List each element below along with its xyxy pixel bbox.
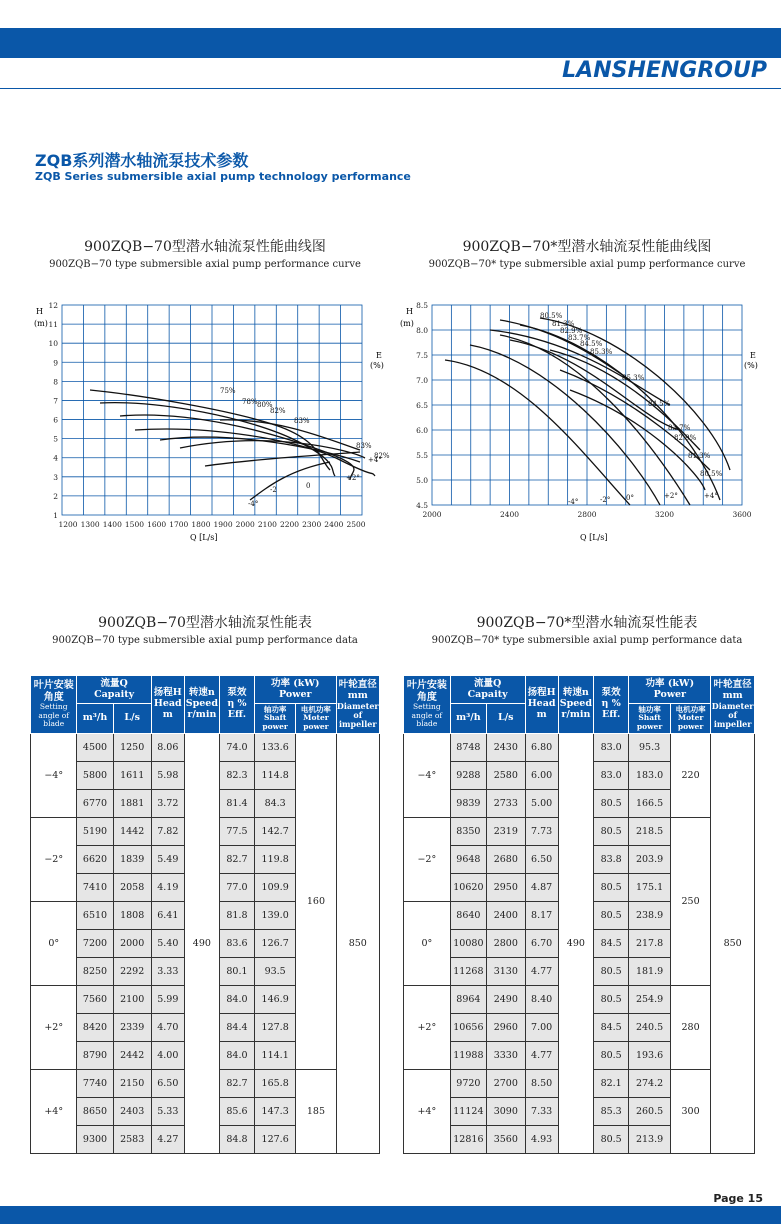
flow-m3h-cell: 8250 (77, 958, 113, 986)
head-cell: 4.93 (525, 1126, 558, 1154)
efficiency-cell: 80.5 (594, 958, 629, 986)
efficiency-cell: 85.3 (594, 1098, 629, 1126)
flow-ls-cell: 2319 (487, 818, 525, 846)
table2-title-cn: 900ZQB−70*型潜水轴流泵性能表 (476, 615, 698, 631)
efficiency-cell: 81.8 (219, 902, 254, 930)
head-cell: 5.49 (151, 846, 184, 874)
blade-angle-cell: +2° (404, 986, 451, 1070)
table1-title-en: 900ZQB−70 type submersible axial pump performance data (52, 635, 358, 646)
col-header-diameter: 叶轮直径 mm Diameter of impeller (711, 676, 755, 734)
shaft-power-cell: 175.1 (629, 874, 671, 902)
chart-ytick-label: 5.5 (416, 451, 428, 460)
chart2-eff-label: 85.3% (622, 374, 645, 382)
page-number: Page 15 (713, 1192, 763, 1205)
shaft-power-cell: 213.9 (629, 1126, 671, 1154)
efficiency-cell: 83.0 (594, 762, 629, 790)
col-header-m3h: m³/h (450, 704, 486, 734)
shaft-power-cell: 127.8 (255, 1014, 296, 1042)
flow-m3h-cell: 9300 (77, 1126, 113, 1154)
chart1-eff-label: 82% (374, 452, 390, 460)
table2-title (392, 612, 781, 646)
col-header-m3h: m³/h (77, 704, 113, 734)
chart-ytick-label: 8.5 (416, 301, 428, 310)
divider (0, 88, 781, 89)
col-header-motor: 电机功率 Moter power (670, 704, 710, 734)
flow-ls-cell: 2403 (113, 1098, 151, 1126)
shaft-power-cell: 139.0 (255, 902, 296, 930)
shaft-power-cell: 166.5 (629, 790, 671, 818)
flow-m3h-cell: 8350 (450, 818, 486, 846)
efficiency-cell: 82.1 (594, 1070, 629, 1098)
flow-ls-cell: 2339 (113, 1014, 151, 1042)
flow-ls-cell: 2442 (113, 1042, 151, 1070)
efficiency-cell: 80.5 (594, 1042, 629, 1070)
head-cell: 7.33 (525, 1098, 558, 1126)
brand-logo: LANSHENGROUP (562, 58, 767, 83)
flow-m3h-cell: 5800 (77, 762, 113, 790)
efficiency-cell: 84.0 (219, 986, 254, 1014)
table2-performance-data (403, 675, 755, 1154)
head-cell: 4.87 (525, 874, 558, 902)
col-header-flow: 流量Q Capaity (450, 676, 525, 704)
chart2-ylabel-h: H (406, 307, 413, 316)
head-cell: 7.73 (525, 818, 558, 846)
chart1-title (10, 236, 400, 270)
head-cell: 6.50 (525, 846, 558, 874)
chart-ytick-label: 7.5 (416, 351, 428, 360)
flow-m3h-cell: 12816 (450, 1126, 486, 1154)
head-cell: 4.27 (151, 1126, 184, 1154)
head-cell: 6.00 (525, 762, 558, 790)
col-header-diameter: 叶轮直径 mm Diameter of impeller (336, 676, 379, 734)
col-header-ls: L/s (113, 704, 151, 734)
flow-ls-cell: 2490 (487, 986, 525, 1014)
flow-m3h-cell: 11124 (450, 1098, 486, 1126)
flow-m3h-cell: 7200 (77, 930, 113, 958)
efficiency-cell: 85.6 (219, 1098, 254, 1126)
chart2-title-en: 900ZQB−70* type submersible axial pump performance curve (428, 259, 746, 270)
flow-ls-cell: 2800 (487, 930, 525, 958)
shaft-power-cell: 109.9 (255, 874, 296, 902)
flow-ls-cell: 2000 (113, 930, 151, 958)
chart-ytick-label: 4.5 (416, 501, 428, 510)
flow-ls-cell: 3330 (487, 1042, 525, 1070)
top-bar (0, 28, 781, 58)
shaft-power-cell: 146.9 (255, 986, 296, 1014)
flow-ls-cell: 2292 (113, 958, 151, 986)
flow-ls-cell: 2058 (113, 874, 151, 902)
shaft-power-cell: 254.9 (629, 986, 671, 1014)
efficiency-cell: 84.5 (594, 1014, 629, 1042)
chart2-eff-label: 84.5% (648, 400, 671, 408)
efficiency-cell: 77.0 (219, 874, 254, 902)
motor-power-cell: 160 (296, 734, 336, 1070)
shaft-power-cell: 203.9 (629, 846, 671, 874)
chart-ytick-label: 5 (53, 434, 58, 444)
chart2-eff-label: 84.5% (580, 340, 603, 348)
efficiency-cell: 84.4 (219, 1014, 254, 1042)
blade-angle-cell: 0° (31, 902, 77, 986)
impeller-diameter-cell: 850 (336, 734, 379, 1154)
chart-ytick-label: 11 (48, 320, 58, 330)
chart1-eff-label: 82% (270, 407, 286, 415)
flow-m3h-cell: 8650 (77, 1098, 113, 1126)
chart-ytick-label: 6 (53, 415, 58, 425)
flow-ls-cell: 2430 (487, 734, 525, 762)
col-header-motor: 电机功率 Moter power (296, 704, 336, 734)
efficiency-cell: 81.4 (219, 790, 254, 818)
flow-ls-cell: 1611 (113, 762, 151, 790)
chart2-eff-label: 82.9% (560, 327, 583, 335)
flow-m3h-cell: 8790 (77, 1042, 113, 1070)
chart2-eff-label: 85.3% (590, 348, 613, 356)
flow-ls-cell: 1839 (113, 846, 151, 874)
bottom-bar (0, 1206, 781, 1224)
head-cell: 6.50 (151, 1070, 184, 1098)
shaft-power-cell: 147.3 (255, 1098, 296, 1126)
flow-m3h-cell: 9839 (450, 790, 486, 818)
chart-ytick-label: 8 (53, 377, 58, 387)
efficiency-cell: 80.5 (594, 1126, 629, 1154)
chart-xtick-label: 1600 (147, 520, 167, 529)
chart2-title-cn: 900ZQB−70*型潜水轴流泵性能曲线图 (462, 239, 712, 255)
motor-power-cell: 250 (670, 818, 710, 986)
chart1-eff-label: 78% (242, 398, 258, 406)
table1-performance-data (30, 675, 380, 1154)
chart-ytick-label: 7.0 (416, 376, 428, 385)
shaft-power-cell: 183.0 (629, 762, 671, 790)
flow-ls-cell: 2400 (487, 902, 525, 930)
efficiency-cell: 84.8 (219, 1126, 254, 1154)
chart2-eff-label: 83.7% (568, 334, 591, 342)
blade-angle-cell: 0° (404, 902, 451, 986)
flow-m3h-cell: 6620 (77, 846, 113, 874)
chart-ytick-label: 7 (53, 396, 58, 406)
table1-title (10, 612, 400, 646)
motor-power-cell: 300 (670, 1070, 710, 1154)
chart2-blade-label: +4° (704, 492, 718, 500)
efficiency-cell: 83.8 (594, 846, 629, 874)
chart-xtick-label: 1300 (80, 520, 100, 529)
shaft-power-cell: 133.6 (255, 734, 296, 762)
chart-ytick-label: 2 (53, 491, 58, 501)
flow-m3h-cell: 5190 (77, 818, 113, 846)
flow-ls-cell: 1808 (113, 902, 151, 930)
chart2-y2label-e: E (750, 351, 756, 360)
shaft-power-cell: 126.7 (255, 930, 296, 958)
flow-ls-cell: 2583 (113, 1126, 151, 1154)
chart1-eff-label: 83% (356, 442, 372, 450)
chart1-blade-label: +2° (346, 474, 360, 482)
chart-xtick-label: 1500 (124, 520, 145, 529)
efficiency-cell: 80.1 (219, 958, 254, 986)
flow-m3h-cell: 9720 (450, 1070, 486, 1098)
col-header-blade: 叶片安装角度 Setting angle of blade (404, 676, 451, 734)
table1-title-cn: 900ZQB−70型潜水轴流泵性能表 (98, 615, 312, 631)
efficiency-cell: 82.3 (219, 762, 254, 790)
section-title-cn: ZQB系列潜水轴流泵技术参数 (35, 151, 249, 170)
flow-m3h-cell: 7740 (77, 1070, 113, 1098)
chart-ytick-label: 8.0 (416, 326, 428, 335)
shaft-power-cell: 119.8 (255, 846, 296, 874)
chart-xtick-label: 3200 (654, 510, 675, 519)
flow-ls-cell: 3560 (487, 1126, 525, 1154)
chart2-blade-label: -4° (568, 498, 579, 506)
shaft-power-cell: 95.3 (629, 734, 671, 762)
shaft-power-cell: 217.8 (629, 930, 671, 958)
efficiency-cell: 80.5 (594, 902, 629, 930)
shaft-power-cell: 127.6 (255, 1126, 296, 1154)
chart2-xlabel: Q [L/s] (580, 533, 608, 542)
efficiency-cell: 80.5 (594, 986, 629, 1014)
table2-title-en: 900ZQB−70* type submersible axial pump performance data (431, 635, 743, 646)
blade-angle-cell: −2° (404, 818, 451, 902)
chart2-performance-curve (400, 300, 770, 550)
shaft-power-cell: 84.3 (255, 790, 296, 818)
chart-ytick-label: 1 (53, 511, 58, 520)
flow-ls-cell: 2700 (487, 1070, 525, 1098)
chart-xtick-label: 2200 (279, 520, 300, 529)
flow-m3h-cell: 11988 (450, 1042, 486, 1070)
flow-m3h-cell: 10620 (450, 874, 486, 902)
shaft-power-cell: 240.5 (629, 1014, 671, 1042)
chart-xtick-label: 1700 (169, 520, 189, 529)
speed-cell: 490 (558, 734, 593, 1154)
flow-ls-cell: 2733 (487, 790, 525, 818)
chart-ytick-label: 5.0 (416, 476, 428, 485)
speed-cell: 490 (184, 734, 219, 1154)
chart-xtick-label: 2300 (302, 520, 322, 529)
chart1-blade-label: +4° (368, 456, 382, 464)
flow-ls-cell: 2950 (487, 874, 525, 902)
chart1-eff-label: 80% (257, 401, 273, 409)
head-cell: 4.77 (525, 1042, 558, 1070)
chart-xtick-label: 2100 (257, 520, 277, 529)
blade-angle-cell: +2° (31, 986, 77, 1070)
motor-power-cell: 220 (670, 734, 710, 818)
efficiency-cell: 82.7 (219, 1070, 254, 1098)
blade-angle-cell: −4° (404, 734, 451, 818)
col-header-flow: 流量Q Capaity (77, 676, 151, 704)
flow-m3h-cell: 8640 (450, 902, 486, 930)
head-cell: 8.40 (525, 986, 558, 1014)
col-header-speed: 转速n Speed r/min (558, 676, 593, 734)
chart-ytick-label: 3 (53, 472, 58, 482)
col-header-power: 功率 (kW) Power (629, 676, 711, 704)
efficiency-cell: 83.6 (219, 930, 254, 958)
head-cell: 8.17 (525, 902, 558, 930)
flow-ls-cell: 3130 (487, 958, 525, 986)
shaft-power-cell: 193.6 (629, 1042, 671, 1070)
head-cell: 6.70 (525, 930, 558, 958)
chart-xtick-label: 3600 (732, 510, 752, 519)
head-cell: 5.33 (151, 1098, 184, 1126)
col-header-eff: 泵效 η % Eff. (594, 676, 629, 734)
shaft-power-cell: 181.9 (629, 958, 671, 986)
chart2-blade-label: +2° (664, 492, 678, 500)
efficiency-cell: 80.5 (594, 818, 629, 846)
chart-xtick-label: 2500 (346, 520, 366, 529)
efficiency-cell: 77.5 (219, 818, 254, 846)
chart2-eff-label: 82.9% (674, 434, 697, 442)
col-header-ls: L/s (487, 704, 525, 734)
blade-angle-cell: +4° (31, 1070, 77, 1154)
chart2-eff-label: 81.3% (552, 320, 575, 328)
head-cell: 4.19 (151, 874, 184, 902)
flow-m3h-cell: 8748 (450, 734, 486, 762)
chart2-ylabel-m: (m) (400, 319, 414, 328)
chart-xtick-label: 1800 (191, 520, 211, 529)
chart2-eff-label: 80.5% (700, 470, 723, 478)
efficiency-cell: 82.7 (219, 846, 254, 874)
head-cell: 5.00 (525, 790, 558, 818)
head-cell: 6.41 (151, 902, 184, 930)
flow-ls-cell: 3090 (487, 1098, 525, 1126)
flow-ls-cell: 2100 (113, 986, 151, 1014)
chart-ytick-label: 9 (53, 358, 58, 368)
flow-m3h-cell: 6510 (77, 902, 113, 930)
chart2-eff-label: 83.7% (668, 424, 691, 432)
flow-ls-cell: 2680 (487, 846, 525, 874)
table-row (404, 734, 755, 762)
col-header-speed: 转速n Speed r/min (184, 676, 219, 734)
flow-m3h-cell: 11268 (450, 958, 486, 986)
chart-xtick-label: 2800 (577, 510, 597, 519)
flow-m3h-cell: 6770 (77, 790, 113, 818)
head-cell: 8.50 (525, 1070, 558, 1098)
chart1-performance-curve (30, 300, 390, 550)
head-cell: 7.00 (525, 1014, 558, 1042)
blade-angle-cell: −2° (31, 818, 77, 902)
table-row (31, 734, 380, 762)
chart-ytick-label: 6.0 (416, 426, 428, 435)
efficiency-cell: 83.0 (594, 734, 629, 762)
impeller-diameter-cell: 850 (711, 734, 755, 1154)
head-cell: 5.40 (151, 930, 184, 958)
col-header-shaft: 轴功率 Shaft power (629, 704, 671, 734)
chart-ytick-label: 10 (48, 339, 58, 349)
head-cell: 6.80 (525, 734, 558, 762)
chart-xtick-label: 2400 (324, 520, 344, 529)
chart-xtick-label: 1900 (213, 520, 233, 529)
flow-ls-cell: 1250 (113, 734, 151, 762)
flow-m3h-cell: 10656 (450, 1014, 486, 1042)
flow-m3h-cell: 10080 (450, 930, 486, 958)
head-cell: 5.99 (151, 986, 184, 1014)
col-header-blade: 叶片安装角度 Setting angle of blade (31, 676, 77, 734)
section-title-en: ZQB Series submersible axial pump technology performance (35, 170, 411, 183)
chart-xtick-label: 2000 (235, 520, 255, 529)
flow-ls-cell: 2960 (487, 1014, 525, 1042)
chart1-xlabel: Q [L/s] (190, 533, 218, 542)
efficiency-cell: 84.0 (219, 1042, 254, 1070)
flow-m3h-cell: 9288 (450, 762, 486, 790)
chart2-blade-label: -2° (600, 496, 611, 504)
blade-angle-cell: −4° (31, 734, 77, 818)
chart-ytick-label: 12 (48, 301, 58, 310)
chart-xtick-label: 1400 (102, 520, 122, 529)
col-header-power: 功率 (kW) Power (255, 676, 337, 704)
head-cell: 3.72 (151, 790, 184, 818)
chart2-blade-label: 0° (626, 494, 634, 502)
motor-power-cell: 185 (296, 1070, 336, 1154)
shaft-power-cell: 114.8 (255, 762, 296, 790)
chart1-title-cn: 900ZQB−70型潜水轴流泵性能曲线图 (84, 239, 326, 255)
shaft-power-cell: 165.8 (255, 1070, 296, 1098)
chart2-eff-label: 80.5% (540, 312, 563, 320)
chart1-ylabel-h: H (36, 307, 43, 316)
motor-power-cell: 280 (670, 986, 710, 1070)
shaft-power-cell: 114.1 (255, 1042, 296, 1070)
chart1-blade-label: 0 (306, 482, 311, 490)
shaft-power-cell: 93.5 (255, 958, 296, 986)
flow-m3h-cell: 4500 (77, 734, 113, 762)
efficiency-cell: 80.5 (594, 874, 629, 902)
head-cell: 3.33 (151, 958, 184, 986)
flow-ls-cell: 1442 (113, 818, 151, 846)
chart-xtick-label: 2400 (499, 510, 520, 519)
flow-ls-cell: 2150 (113, 1070, 151, 1098)
chart-ytick-label: 4 (53, 453, 58, 463)
efficiency-cell: 80.5 (594, 790, 629, 818)
chart1-eff-label: 83% (294, 417, 310, 425)
efficiency-cell: 74.0 (219, 734, 254, 762)
shaft-power-cell: 142.7 (255, 818, 296, 846)
chart-xtick-label: 1200 (58, 520, 78, 529)
head-cell: 4.00 (151, 1042, 184, 1070)
flow-m3h-cell: 9648 (450, 846, 486, 874)
chart-xtick-label: 2000 (422, 510, 442, 519)
col-header-head: 扬程H Head m (151, 676, 184, 734)
chart2-eff-label: 81.3% (688, 452, 711, 460)
flow-ls-cell: 1881 (113, 790, 151, 818)
blade-angle-cell: +4° (404, 1070, 451, 1154)
shaft-power-cell: 274.2 (629, 1070, 671, 1098)
chart1-eff-label: 75% (220, 387, 236, 395)
chart1-y2label-unit: (%) (370, 361, 384, 370)
chart1-ylabel-m: (m) (34, 319, 48, 328)
head-cell: 7.82 (151, 818, 184, 846)
head-cell: 4.70 (151, 1014, 184, 1042)
chart1-blade-label: -2 (270, 486, 277, 494)
flow-m3h-cell: 8964 (450, 986, 486, 1014)
chart1-title-en: 900ZQB−70 type submersible axial pump performance curve (49, 259, 361, 270)
head-cell: 4.77 (525, 958, 558, 986)
efficiency-cell: 84.5 (594, 930, 629, 958)
chart1-y2label-e: E (376, 351, 382, 360)
flow-m3h-cell: 7560 (77, 986, 113, 1014)
flow-m3h-cell: 7410 (77, 874, 113, 902)
col-header-head: 扬程H Head m (525, 676, 558, 734)
shaft-power-cell: 238.9 (629, 902, 671, 930)
chart2-title (392, 236, 781, 270)
head-cell: 5.98 (151, 762, 184, 790)
chart-ytick-label: 6.5 (416, 401, 428, 410)
chart1-blade-label: -4° (248, 500, 259, 508)
chart2-y2label-unit: (%) (744, 361, 758, 370)
head-cell: 8.06 (151, 734, 184, 762)
flow-ls-cell: 2580 (487, 762, 525, 790)
shaft-power-cell: 218.5 (629, 818, 671, 846)
col-header-eff: 泵效 η % Eff. (219, 676, 254, 734)
flow-m3h-cell: 8420 (77, 1014, 113, 1042)
col-header-shaft: 轴功率 Shaft power (255, 704, 296, 734)
shaft-power-cell: 260.5 (629, 1098, 671, 1126)
